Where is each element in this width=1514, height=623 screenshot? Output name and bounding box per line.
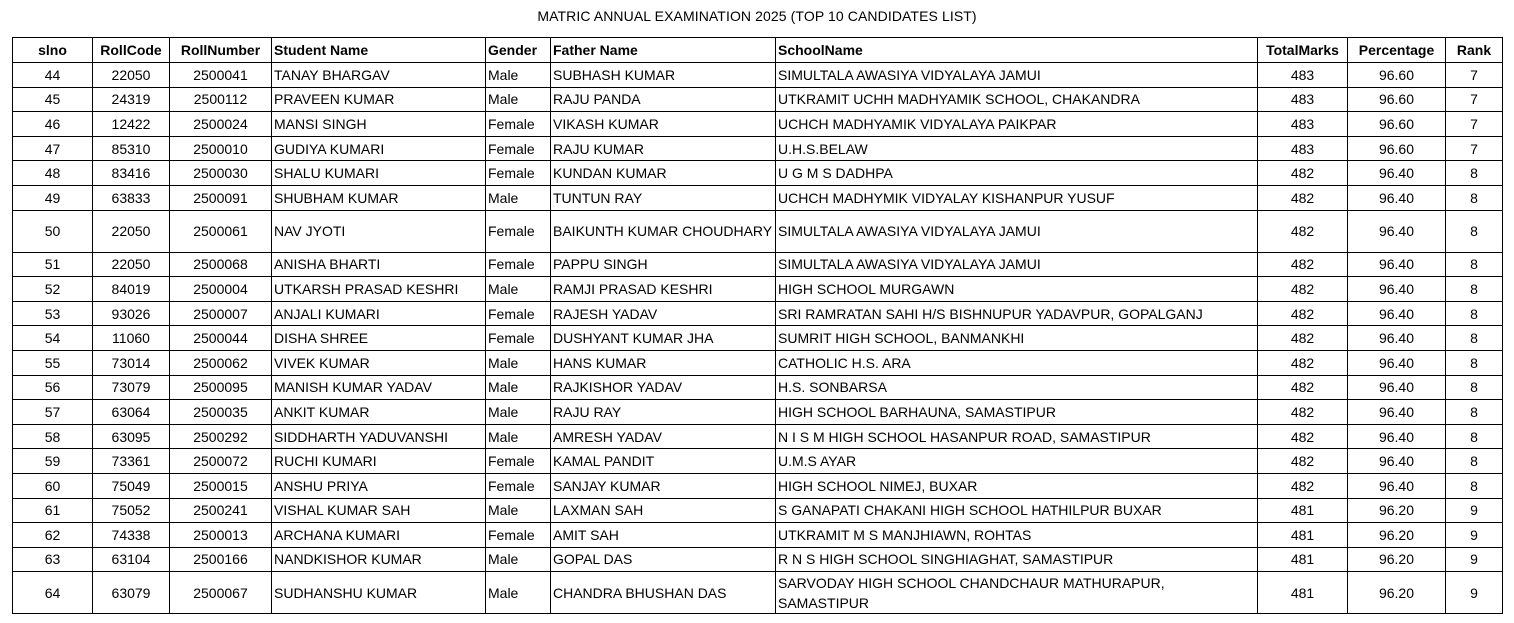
- school-name-cell: U G M S DADHPA: [776, 161, 1258, 186]
- percentage-cell: 96.40: [1348, 161, 1446, 186]
- father-name-cell: PAPPU SINGH: [551, 252, 776, 277]
- table-row: [13, 161, 1503, 186]
- rollnumber-cell: 2500091: [170, 185, 272, 210]
- school-name-cell: SIMULTALA AWASIYA VIDYALAYA JAMUI: [776, 210, 1258, 252]
- school-name-cell: U.H.S.BELAW: [776, 136, 1258, 161]
- rollcode-cell: 22050: [93, 252, 170, 277]
- rank-cell: 8: [1446, 252, 1503, 277]
- slno-cell: 46: [13, 112, 93, 137]
- percentage-cell: 96.40: [1348, 400, 1446, 425]
- student-name-cell: SUDHANSHU KUMAR: [272, 572, 486, 614]
- father-name-cell: RAJU PANDA: [551, 87, 776, 112]
- gender-cell: Female: [486, 301, 551, 326]
- rollnumber-cell: 2500112: [170, 87, 272, 112]
- rollcode-cell: 63064: [93, 400, 170, 425]
- percentage-cell: 96.40: [1348, 301, 1446, 326]
- student-name-cell: DISHA SHREE: [272, 326, 486, 351]
- percentage-cell: 96.20: [1348, 547, 1446, 572]
- rollcode-cell: 75052: [93, 498, 170, 523]
- rollnumber-cell: 2500041: [170, 63, 272, 88]
- candidates-table: [12, 37, 1503, 614]
- table-row: [13, 424, 1503, 449]
- total-marks-cell: 482: [1258, 449, 1348, 474]
- student-name-cell: SHUBHAM KUMAR: [272, 185, 486, 210]
- slno-cell: 53: [13, 301, 93, 326]
- slno-cell: 54: [13, 326, 93, 351]
- table-row: [13, 87, 1503, 112]
- slno-cell: 64: [13, 572, 93, 614]
- gender-cell: Male: [486, 350, 551, 375]
- total-marks-cell: 482: [1258, 301, 1348, 326]
- father-name-cell: KUNDAN KUMAR: [551, 161, 776, 186]
- table-row: [13, 63, 1503, 88]
- rank-cell: 8: [1446, 185, 1503, 210]
- table-row: [13, 350, 1503, 375]
- total-marks-cell: 482: [1258, 252, 1348, 277]
- header-rank: Rank: [1446, 38, 1503, 63]
- rank-cell: 9: [1446, 523, 1503, 548]
- student-name-cell: VIVEK KUMAR: [272, 350, 486, 375]
- rank-cell: 8: [1446, 326, 1503, 351]
- slno-cell: 51: [13, 252, 93, 277]
- gender-cell: Male: [486, 498, 551, 523]
- table-row: [13, 498, 1503, 523]
- gender-cell: Female: [486, 161, 551, 186]
- table-row: [13, 449, 1503, 474]
- rollcode-cell: 63079: [93, 572, 170, 614]
- school-name-cell: UTKRAMIT M S MANJHIAWN, ROHTAS: [776, 523, 1258, 548]
- percentage-cell: 96.40: [1348, 449, 1446, 474]
- percentage-cell: 96.60: [1348, 87, 1446, 112]
- slno-cell: 49: [13, 185, 93, 210]
- percentage-cell: 96.40: [1348, 277, 1446, 302]
- total-marks-cell: 483: [1258, 112, 1348, 137]
- rollnumber-cell: 2500067: [170, 572, 272, 614]
- table-row: [13, 547, 1503, 572]
- slno-cell: 45: [13, 87, 93, 112]
- rank-cell: 8: [1446, 424, 1503, 449]
- slno-cell: 50: [13, 210, 93, 252]
- slno-cell: 58: [13, 424, 93, 449]
- rollnumber-cell: 2500015: [170, 473, 272, 498]
- rollnumber-cell: 2500166: [170, 547, 272, 572]
- rollnumber-cell: 2500068: [170, 252, 272, 277]
- student-name-cell: ANJALI KUMARI: [272, 301, 486, 326]
- rollcode-cell: 73014: [93, 350, 170, 375]
- student-name-cell: SHALU KUMARI: [272, 161, 486, 186]
- table-row: [13, 136, 1503, 161]
- percentage-cell: 96.40: [1348, 326, 1446, 351]
- father-name-cell: RAMJI PRASAD KESHRI: [551, 277, 776, 302]
- rank-cell: 8: [1446, 350, 1503, 375]
- rollcode-cell: 75049: [93, 473, 170, 498]
- school-name-cell: SUMRIT HIGH SCHOOL, BANMANKHI: [776, 326, 1258, 351]
- student-name-cell: UTKARSH PRASAD KESHRI: [272, 277, 486, 302]
- header-rollnumber: RollNumber: [170, 38, 272, 63]
- total-marks-cell: 481: [1258, 547, 1348, 572]
- school-name-cell: HIGH SCHOOL BARHAUNA, SAMASTIPUR: [776, 400, 1258, 425]
- school-name-cell: UCHCH MADHYMIK VIDYALAY KISHANPUR YUSUF: [776, 185, 1258, 210]
- student-name-cell: ANISHA BHARTI: [272, 252, 486, 277]
- rollcode-cell: 24319: [93, 87, 170, 112]
- rollnumber-cell: 2500035: [170, 400, 272, 425]
- gender-cell: Female: [486, 473, 551, 498]
- gender-cell: Male: [486, 424, 551, 449]
- table-row: [13, 252, 1503, 277]
- percentage-cell: 96.60: [1348, 112, 1446, 137]
- rollcode-cell: 63104: [93, 547, 170, 572]
- slno-cell: 56: [13, 375, 93, 400]
- rollcode-cell: 22050: [93, 210, 170, 252]
- father-name-cell: DUSHYANT KUMAR JHA: [551, 326, 776, 351]
- father-name-cell: AMRESH YADAV: [551, 424, 776, 449]
- slno-cell: 57: [13, 400, 93, 425]
- rollcode-cell: 93026: [93, 301, 170, 326]
- rank-cell: 9: [1446, 547, 1503, 572]
- header-gender: Gender: [486, 38, 551, 63]
- rank-cell: 7: [1446, 87, 1503, 112]
- table-body: [13, 63, 1503, 614]
- total-marks-cell: 482: [1258, 185, 1348, 210]
- slno-cell: 59: [13, 449, 93, 474]
- student-name-cell: RUCHI KUMARI: [272, 449, 486, 474]
- slno-cell: 60: [13, 473, 93, 498]
- school-name-cell: UTKRAMIT UCHH MADHYAMIK SCHOOL, CHAKANDRA: [776, 87, 1258, 112]
- table-header-row: [13, 38, 1503, 63]
- school-name-cell: CATHOLIC H.S. ARA: [776, 350, 1258, 375]
- school-name-cell: SIMULTALA AWASIYA VIDYALAYA JAMUI: [776, 63, 1258, 88]
- percentage-cell: 96.20: [1348, 498, 1446, 523]
- father-name-cell: KAMAL PANDIT: [551, 449, 776, 474]
- school-name-cell: UCHCH MADHYAMIK VIDYALAYA PAIKPAR: [776, 112, 1258, 137]
- rank-cell: 8: [1446, 277, 1503, 302]
- rollcode-cell: 73361: [93, 449, 170, 474]
- rollnumber-cell: 2500292: [170, 424, 272, 449]
- rank-cell: 8: [1446, 473, 1503, 498]
- father-name-cell: LAXMAN SAH: [551, 498, 776, 523]
- rank-cell: 9: [1446, 498, 1503, 523]
- school-name-cell: N I S M HIGH SCHOOL HASANPUR ROAD, SAMASTIPUR: [776, 424, 1258, 449]
- total-marks-cell: 482: [1258, 375, 1348, 400]
- father-name-cell: VIKASH KUMAR: [551, 112, 776, 137]
- gender-cell: Male: [486, 547, 551, 572]
- percentage-cell: 96.60: [1348, 63, 1446, 88]
- father-name-cell: SANJAY KUMAR: [551, 473, 776, 498]
- rollnumber-cell: 2500241: [170, 498, 272, 523]
- rollcode-cell: 74338: [93, 523, 170, 548]
- table-row: [13, 112, 1503, 137]
- rank-cell: 8: [1446, 449, 1503, 474]
- father-name-cell: TUNTUN RAY: [551, 185, 776, 210]
- percentage-cell: 96.40: [1348, 473, 1446, 498]
- gender-cell: Female: [486, 326, 551, 351]
- rank-cell: 8: [1446, 210, 1503, 252]
- student-name-cell: SIDDHARTH YADUVANSHI: [272, 424, 486, 449]
- percentage-cell: 96.20: [1348, 523, 1446, 548]
- header-father-name: Father Name: [551, 38, 776, 63]
- rollnumber-cell: 2500004: [170, 277, 272, 302]
- school-name-cell: SARVODAY HIGH SCHOOL CHANDCHAUR MATHURAPUR, SAMASTIPUR: [776, 572, 1258, 614]
- table-row: [13, 326, 1503, 351]
- student-name-cell: NANDKISHOR KUMAR: [272, 547, 486, 572]
- rollcode-cell: 22050: [93, 63, 170, 88]
- gender-cell: Male: [486, 63, 551, 88]
- percentage-cell: 96.40: [1348, 375, 1446, 400]
- total-marks-cell: 482: [1258, 161, 1348, 186]
- table-row: [13, 400, 1503, 425]
- student-name-cell: VISHAL KUMAR SAH: [272, 498, 486, 523]
- total-marks-cell: 481: [1258, 523, 1348, 548]
- page-title: MATRIC ANNUAL EXAMINATION 2025 (TOP 10 CANDIDATES LIST): [537, 8, 977, 24]
- slno-cell: 63: [13, 547, 93, 572]
- rollnumber-cell: 2500072: [170, 449, 272, 474]
- father-name-cell: RAJU KUMAR: [551, 136, 776, 161]
- student-name-cell: GUDIYA KUMARI: [272, 136, 486, 161]
- student-name-cell: TANAY BHARGAV: [272, 63, 486, 88]
- percentage-cell: 96.40: [1348, 210, 1446, 252]
- rollnumber-cell: 2500024: [170, 112, 272, 137]
- gender-cell: Male: [486, 572, 551, 614]
- gender-cell: Male: [486, 87, 551, 112]
- student-name-cell: NAV JYOTI: [272, 210, 486, 252]
- gender-cell: Male: [486, 277, 551, 302]
- percentage-cell: 96.40: [1348, 252, 1446, 277]
- rollnumber-cell: 2500030: [170, 161, 272, 186]
- header-total-marks: TotalMarks: [1258, 38, 1348, 63]
- slno-cell: 61: [13, 498, 93, 523]
- rollcode-cell: 12422: [93, 112, 170, 137]
- rank-cell: 8: [1446, 161, 1503, 186]
- table-row: [13, 473, 1503, 498]
- gender-cell: Female: [486, 523, 551, 548]
- rank-cell: 8: [1446, 301, 1503, 326]
- rollcode-cell: 63095: [93, 424, 170, 449]
- student-name-cell: ANSHU PRIYA: [272, 473, 486, 498]
- school-name-cell: HIGH SCHOOL NIMEJ, BUXAR: [776, 473, 1258, 498]
- total-marks-cell: 483: [1258, 63, 1348, 88]
- rollnumber-cell: 2500007: [170, 301, 272, 326]
- gender-cell: Male: [486, 185, 551, 210]
- rollcode-cell: 73079: [93, 375, 170, 400]
- total-marks-cell: 481: [1258, 572, 1348, 614]
- rollnumber-cell: 2500095: [170, 375, 272, 400]
- rank-cell: 8: [1446, 400, 1503, 425]
- father-name-cell: RAJU RAY: [551, 400, 776, 425]
- father-name-cell: SUBHASH KUMAR: [551, 63, 776, 88]
- table-row: [13, 185, 1503, 210]
- total-marks-cell: 482: [1258, 350, 1348, 375]
- percentage-cell: 96.40: [1348, 185, 1446, 210]
- total-marks-cell: 482: [1258, 326, 1348, 351]
- father-name-cell: HANS KUMAR: [551, 350, 776, 375]
- student-name-cell: MANSI SINGH: [272, 112, 486, 137]
- gender-cell: Female: [486, 112, 551, 137]
- rollnumber-cell: 2500061: [170, 210, 272, 252]
- school-name-cell: U.M.S AYAR: [776, 449, 1258, 474]
- student-name-cell: PRAVEEN KUMAR: [272, 87, 486, 112]
- rollcode-cell: 83416: [93, 161, 170, 186]
- school-name-cell: S GANAPATI CHAKANI HIGH SCHOOL HATHILPUR BUXAR: [776, 498, 1258, 523]
- gender-cell: Male: [486, 375, 551, 400]
- school-name-cell: H.S. SONBARSA: [776, 375, 1258, 400]
- father-name-cell: RAJESH YADAV: [551, 301, 776, 326]
- rollcode-cell: 11060: [93, 326, 170, 351]
- percentage-cell: 96.40: [1348, 350, 1446, 375]
- table-row: [13, 301, 1503, 326]
- slno-cell: 47: [13, 136, 93, 161]
- header-student-name: Student Name: [272, 38, 486, 63]
- rollnumber-cell: 2500013: [170, 523, 272, 548]
- total-marks-cell: 482: [1258, 400, 1348, 425]
- table-row: [13, 375, 1503, 400]
- student-name-cell: MANISH KUMAR YADAV: [272, 375, 486, 400]
- total-marks-cell: 482: [1258, 210, 1348, 252]
- rollcode-cell: 63833: [93, 185, 170, 210]
- slno-cell: 52: [13, 277, 93, 302]
- father-name-cell: RAJKISHOR YADAV: [551, 375, 776, 400]
- table-row: [13, 523, 1503, 548]
- header-percentage: Percentage: [1348, 38, 1446, 63]
- rank-cell: 7: [1446, 63, 1503, 88]
- student-name-cell: ARCHANA KUMARI: [272, 523, 486, 548]
- rank-cell: 9: [1446, 572, 1503, 614]
- slno-cell: 44: [13, 63, 93, 88]
- total-marks-cell: 482: [1258, 277, 1348, 302]
- gender-cell: Female: [486, 210, 551, 252]
- total-marks-cell: 483: [1258, 136, 1348, 161]
- percentage-cell: 96.40: [1348, 424, 1446, 449]
- father-name-cell: CHANDRA BHUSHAN DAS: [551, 572, 776, 614]
- slno-cell: 55: [13, 350, 93, 375]
- school-name-cell: SIMULTALA AWASIYA VIDYALAYA JAMUI: [776, 252, 1258, 277]
- percentage-cell: 96.20: [1348, 572, 1446, 614]
- total-marks-cell: 482: [1258, 424, 1348, 449]
- rollnumber-cell: 2500062: [170, 350, 272, 375]
- header-school-name: SchoolName: [776, 38, 1258, 63]
- school-name-cell: R N S HIGH SCHOOL SINGHIAGHAT, SAMASTIPUR: [776, 547, 1258, 572]
- header-slno: slno: [13, 38, 93, 63]
- table-row: [13, 277, 1503, 302]
- rank-cell: 8: [1446, 375, 1503, 400]
- student-name-cell: ANKIT KUMAR: [272, 400, 486, 425]
- gender-cell: Male: [486, 400, 551, 425]
- rollcode-cell: 85310: [93, 136, 170, 161]
- total-marks-cell: 481: [1258, 498, 1348, 523]
- school-name-cell: SRI RAMRATAN SAHI H/S BISHNUPUR YADAVPUR, GOPALGANJ: [776, 301, 1258, 326]
- total-marks-cell: 483: [1258, 87, 1348, 112]
- rollnumber-cell: 2500010: [170, 136, 272, 161]
- gender-cell: Female: [486, 252, 551, 277]
- rank-cell: 7: [1446, 112, 1503, 137]
- rank-cell: 7: [1446, 136, 1503, 161]
- gender-cell: Female: [486, 136, 551, 161]
- gender-cell: Female: [486, 449, 551, 474]
- slno-cell: 62: [13, 523, 93, 548]
- father-name-cell: GOPAL DAS: [551, 547, 776, 572]
- table-row: [13, 210, 1503, 252]
- total-marks-cell: 482: [1258, 473, 1348, 498]
- rollnumber-cell: 2500044: [170, 326, 272, 351]
- father-name-cell: AMIT SAH: [551, 523, 776, 548]
- header-rollcode: RollCode: [93, 38, 170, 63]
- school-name-cell: HIGH SCHOOL MURGAWN: [776, 277, 1258, 302]
- rollcode-cell: 84019: [93, 277, 170, 302]
- father-name-cell: BAIKUNTH KUMAR CHOUDHARY: [551, 210, 776, 252]
- percentage-cell: 96.60: [1348, 136, 1446, 161]
- table-row: [13, 572, 1503, 614]
- slno-cell: 48: [13, 161, 93, 186]
